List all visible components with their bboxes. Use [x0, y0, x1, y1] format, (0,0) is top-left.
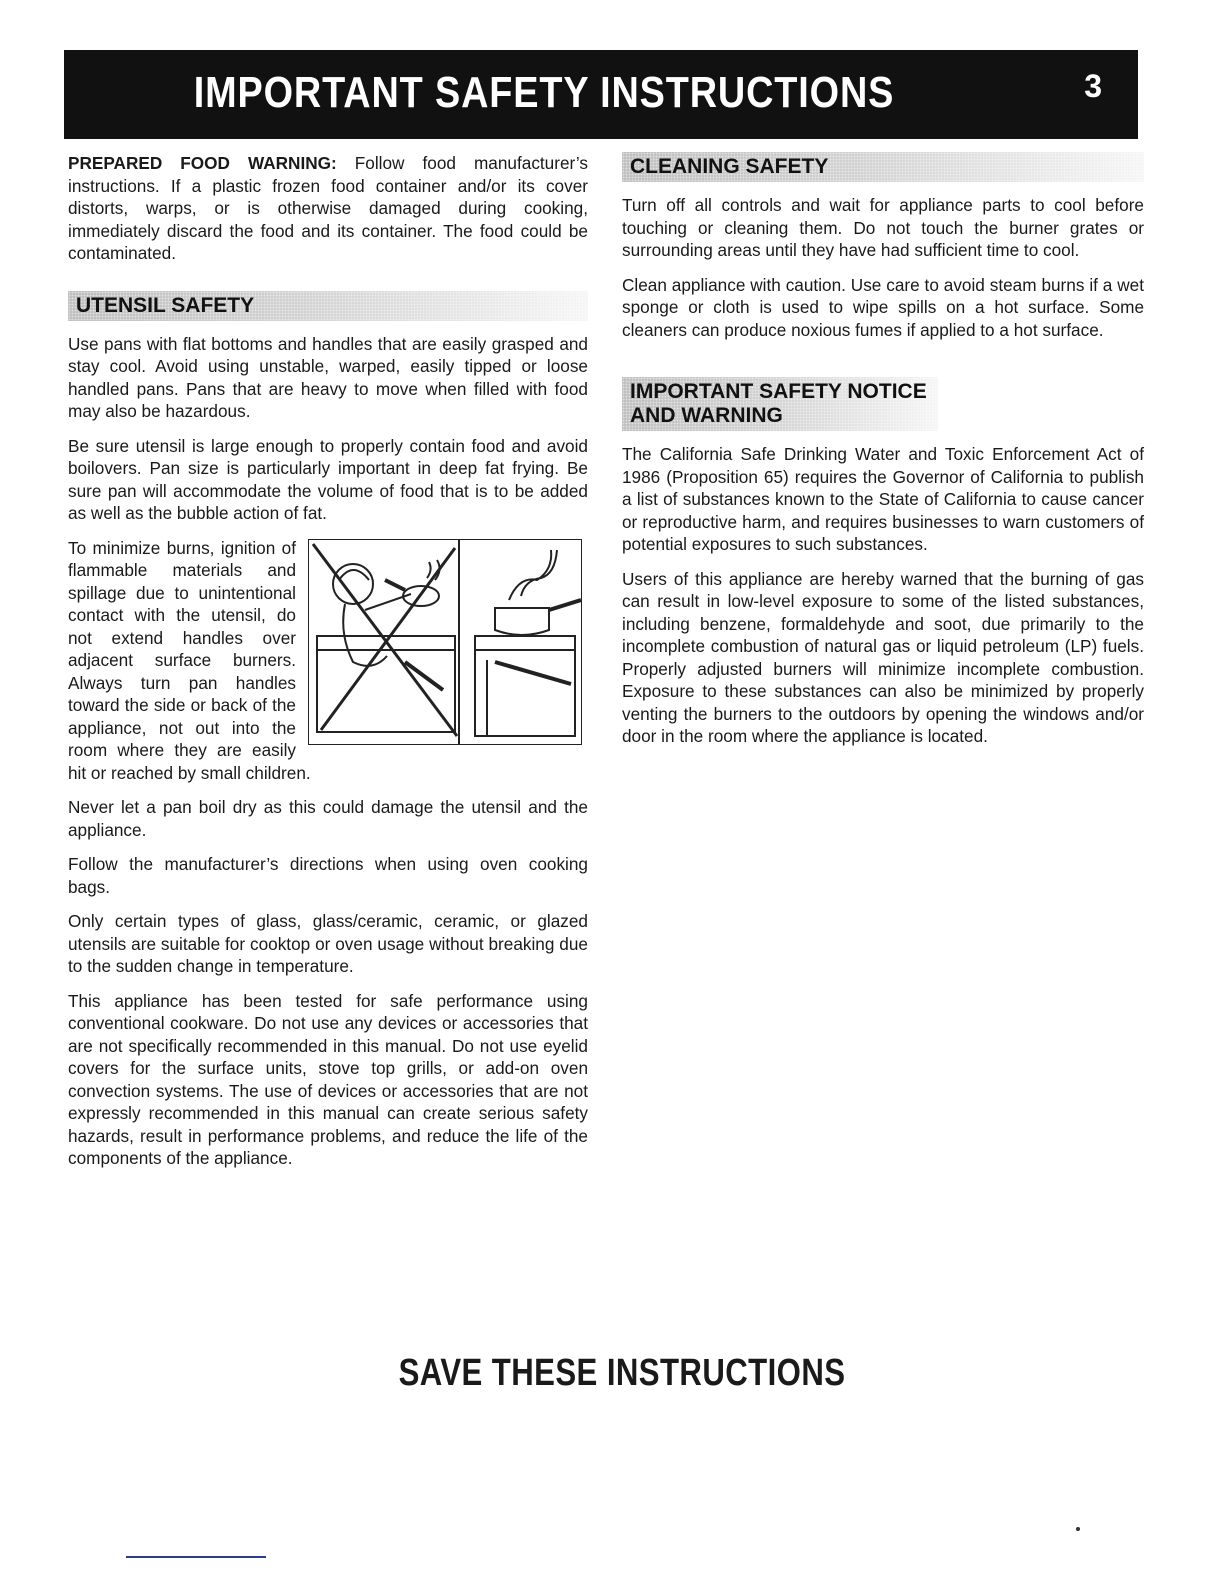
left-column: [68, 152, 588, 1182]
page-title: IMPORTANT SAFETY INSTRUCTIONS: [193, 68, 895, 117]
prepared-food-text: Follow food manufacturer’s instructions. If a plastic frozen food container and/or its cover distorts, warps, or is otherwise damaged during cooking, immediately discard the food and its container. The food could be contaminated.: [68, 153, 588, 263]
cleaning-para-1: Turn off all controls and wait for appliance parts to cool before touching or cleaning them. Do not touch the burner grates or surrounding areas until they have had sufficient time to cool.: [622, 195, 1144, 260]
notice-para-1: The California Safe Drinking Water and Toxic Enforcement Act of 1986 (Proposition 65) requires the Governor of California to publish a list of substances known to the State of California to cause cancer or reproductive harm, and requires businesses to warn customers of potential exposures to such substances.: [622, 444, 1144, 554]
utensil-para-5: Follow the manufacturer’s directions when using oven cooking bags.: [68, 854, 588, 897]
scan-speck: [1076, 1527, 1080, 1531]
footer-rule: [126, 1556, 266, 1558]
handles-paragraph-block: [68, 537, 588, 785]
notice-para-2: Users of this appliance are hereby warned that the burning of gas can result in low-level exposure to some of the listed substances, including benzene, formaldehyde and soot, due primarily to the incomplete combustion of natural gas or liquid petroleum (LP) fuels. Properly adjusted burners will minimize incomplete combustion. Exposure to these substances can also be minimized by properly venting the burners to the outdoors by opening the windows and/or door in the room where the appliance is located.: [622, 568, 1144, 746]
save-instructions-title: SAVE THESE INSTRUCTIONS: [398, 1352, 846, 1394]
utensil-para-2: Be sure utensil is large enough to properly contain food and avoid boilovers. Pan size is particularly important in deep fat frying. Be sure pan will accommodate the volume of food that is to be added as well as the bubble action of fat.: [68, 435, 588, 523]
page-number: 3: [1084, 68, 1102, 104]
utensil-para-6: Only certain types of glass, glass/ceramic, ceramic, or glazed utensils are suitable for cooktop or oven usage without breaking due to the sudden change in temperature.: [68, 911, 588, 976]
notice-heading: IMPORTANT SAFETY NOTICE AND WARNING: [622, 377, 938, 431]
cleaning-safety-heading: CLEANING SAFETY: [622, 152, 1144, 182]
utensil-para-7: This appliance has been tested for safe performance using conventional cookware. Do not use any devices or accessories that are not specifically recommended in this manual. Do not use eyelid covers for the surface units, stove top grills, or add-on oven convection systems. The use of devices or accessories that are not expressly recommended in this manual can create serious safety hazards, result in performance problems, and reduce the life of the components of the appliance.: [68, 990, 588, 1168]
header-bar: [64, 50, 1138, 139]
utensil-para-3: To minimize burns, ignition of flammable materials and spillage due to unintentional contact with the utensil, do not extend handles over adjacent surface burners. Always turn pan handles toward the side or back of the appliance, not out into the room where they are easily hit or reached by small children.: [68, 537, 311, 783]
cleaning-para-2: Clean appliance with caution. Use care to avoid steam burns if a wet sponge or cloth is used to wipe spills on a hot surface. Some cleaners can produce noxious fumes if applied to a hot surface.: [622, 274, 1144, 340]
utensil-para-4: Never let a pan boil dry as this could damage the utensil and the appliance.: [68, 797, 588, 840]
utensil-safety-heading: UTENSIL SAFETY: [68, 291, 588, 321]
right-column: [622, 152, 1144, 760]
utensil-para-1: Use pans with flat bottoms and handles that are easily grasped and stay cool. Avoid using unstable, warped, easily tipped or loose handled pans. Pans that are heavy to move when filled with food may also be hazardous.: [68, 333, 588, 421]
prepared-food-warning: [68, 152, 588, 265]
child-reaching-pan-illustration: [308, 539, 582, 745]
prepared-food-lead: PREPARED FOOD WARNING:: [68, 153, 337, 173]
